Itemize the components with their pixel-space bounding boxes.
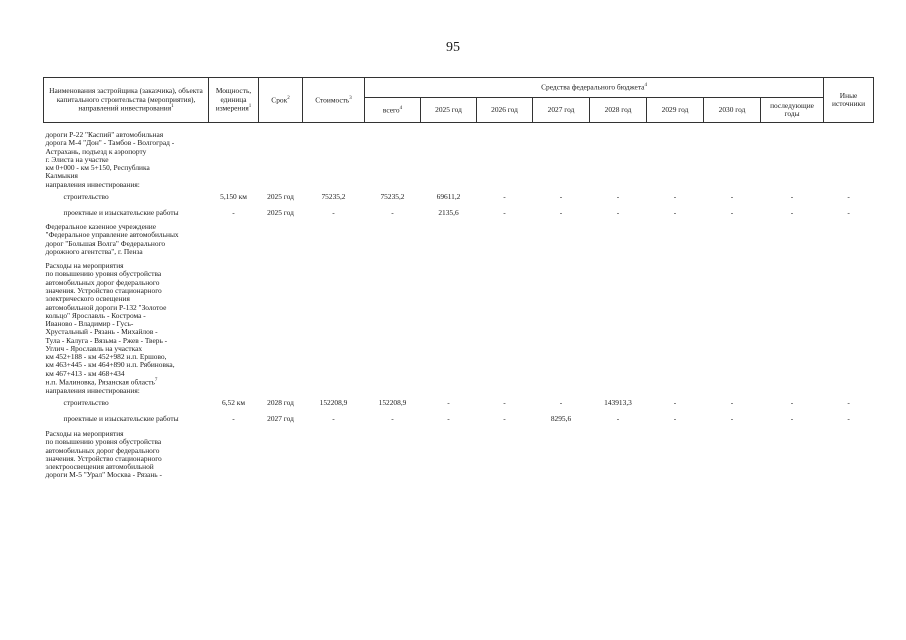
org-name: Федеральное казенное учреждение "Федеральное управление автомобильных дорог "Большая Волга" Федерального дорожного агентства", г. Пенза [45, 221, 179, 256]
cell-next: - [790, 413, 794, 423]
cell-capacity: 6,52 км [221, 397, 246, 407]
cell-total: - [391, 413, 394, 423]
cell-next: - [790, 191, 794, 201]
header-federal-budget: Средства федерального бюджета$^4$ [365, 78, 824, 98]
directions-row [44, 387, 874, 395]
header-2028: 2028 год [590, 98, 647, 123]
cell-capacity: - [232, 413, 235, 423]
object-name: Расходы на мероприятия по повышению уровня обустройства автомобильных дорог федерального значения. Устройство стационарного электрического освещения автомобильной дороги Р-132 "Золотое кольцо" Ярославль - Кострома - Иваново - Владимир - Гусь- Хрустальный - Рязань - Михайлов - Тула - Калуга - Вязьма - Ржев - Тверь - Углич - Ярославль на участках км 452+188 - км 452+982 н.п. Ершово, км 463+445 - км 464+890 н.п. Рябиновка, км 467+413 - км 468+434 н.п. Малиновка, Рязанская область$^7$ [45, 261, 175, 387]
table-row [44, 189, 874, 205]
header-next-years: последующие годы [761, 98, 824, 123]
cell-cost: 152208,9 [319, 397, 348, 407]
header-total: всего$^4$ [365, 98, 421, 123]
cell-cost: - [332, 207, 335, 217]
cell-2026: - [503, 397, 506, 407]
cell-2025: - [447, 413, 450, 423]
cell-2030: - [730, 413, 734, 423]
cell-2030: - [730, 191, 734, 201]
directions-label: направления инвестирования: [45, 385, 140, 395]
cell-2029: - [673, 397, 677, 407]
header-2027: 2027 год [533, 98, 590, 123]
row-label: строительство [63, 191, 109, 201]
cell-2027: - [559, 397, 563, 407]
cell-2025: 2135,6 [438, 207, 459, 217]
object-name: дороги Р-22 "Каспий" автомобильная дорога М-4 "Дон" - Тамбов - Волгоград - Астрахань, подъезд к аэропорту г. Элиста на участке км 0+000 - км 5+150, Республика Калмыкия [45, 130, 175, 181]
cell-2029: - [673, 191, 677, 201]
cell-2029: - [673, 207, 677, 217]
directions-label: направления инвестирования: [45, 179, 140, 189]
header-term: Срок$^2$ [259, 78, 303, 123]
cell-2028: - [616, 413, 620, 423]
cell-term: 2025 год [267, 191, 294, 201]
header-cost: Стоимость$^3$ [303, 78, 365, 123]
header-2029: 2029 год [647, 98, 704, 123]
cell-total: 75235,2 [380, 191, 405, 201]
header-2025: 2025 год [421, 98, 477, 123]
cell-cost: - [332, 413, 335, 423]
row-label: проектные и изыскательские работы [63, 413, 179, 423]
table-row [44, 205, 874, 221]
table-row [44, 395, 874, 411]
directions-row [44, 181, 874, 189]
header-capacity: Мощность, единица измерения$^1$ [209, 78, 259, 123]
cell-term: 2025 год [267, 207, 294, 217]
cell-2028: - [616, 191, 620, 201]
table-row [44, 411, 874, 427]
header-other-sources: Иные источники [824, 78, 874, 123]
cell-capacity: - [232, 207, 235, 217]
row-label: строительство [63, 397, 109, 407]
cell-next: - [790, 207, 794, 217]
cell-2027: - [559, 191, 563, 201]
org-row [44, 221, 874, 262]
header-name: Наименования застройщика (заказчика), объекта капитального строительства (мероприятия), направлений инвестирования$^1$ [44, 78, 209, 123]
cell-next: - [790, 397, 794, 407]
cell-2027: - [559, 207, 563, 217]
page-number: 95 [446, 40, 460, 55]
cell-2030: - [730, 207, 734, 217]
cell-2026: - [503, 207, 506, 217]
cell-total: 152208,9 [378, 397, 407, 407]
cell-cost: 75235,2 [321, 191, 346, 201]
object-row [44, 427, 874, 480]
cell-2028: - [616, 207, 620, 217]
cell-other: - [847, 413, 850, 423]
cell-2026: - [503, 191, 506, 201]
object-row [44, 131, 874, 181]
cell-total: - [391, 207, 394, 217]
cell-2025: - [447, 397, 450, 407]
object-name: Расходы на мероприятия по повышению уровня обустройства автомобильных дорог федерального значения. Устройство стационарного электроосвещения автомобильной дороги М-5 "Урал" Москва - Рязань - [45, 429, 162, 480]
header-2030: 2030 год [704, 98, 761, 123]
cell-capacity: 5,150 км [220, 191, 247, 201]
cell-other: - [847, 207, 850, 217]
cell-2030: - [730, 397, 734, 407]
header-2026: 2026 год [477, 98, 533, 123]
cell-other: - [847, 397, 850, 407]
cell-other: - [847, 191, 850, 201]
row-label: проектные и изыскательские работы [63, 207, 179, 217]
cell-2025: 69611,2 [436, 191, 461, 201]
cell-2029: - [673, 413, 677, 423]
investment-table [43, 77, 874, 480]
cell-2026: - [503, 413, 506, 423]
object-row [44, 262, 874, 387]
table-header-row [44, 78, 874, 98]
cell-term: 2027 год [267, 413, 294, 423]
cell-2028: 143913,3 [604, 397, 632, 407]
cell-term: 2028 год [267, 397, 294, 407]
cell-2027: 8295,6 [550, 413, 572, 423]
